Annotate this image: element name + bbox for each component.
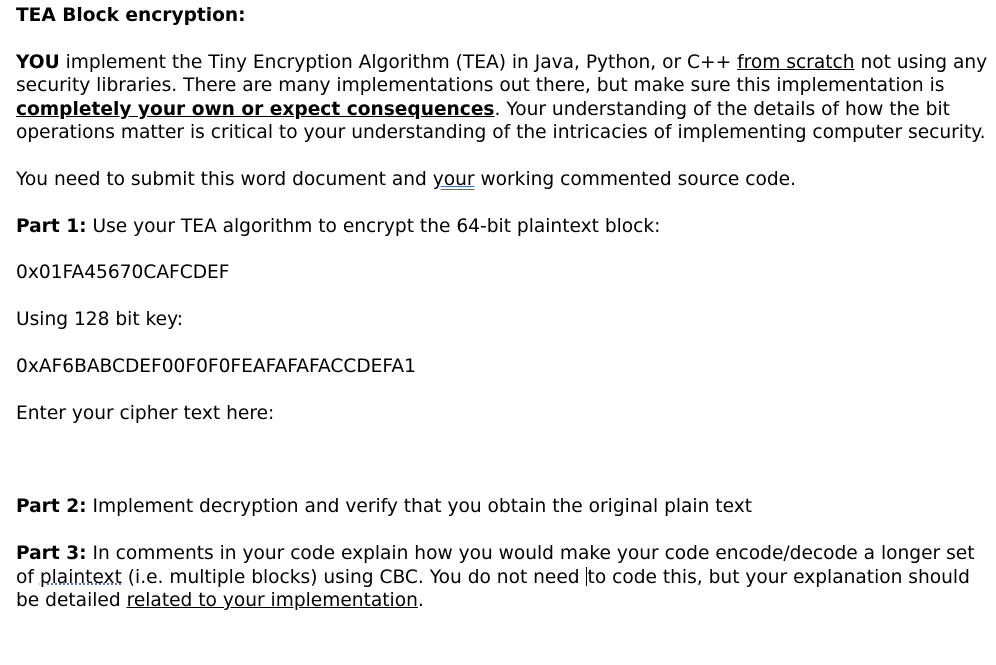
- part1-text: Use your TEA algorithm to encrypt the 64-bit plaintext block:: [86, 215, 661, 237]
- part1-paragraph: [16, 215, 996, 238]
- part1-label: Part 1:: [16, 215, 87, 237]
- key-label: Using 128 bit key:: [16, 309, 183, 331]
- intro-text-3: . Your understanding of the details of how the bit operations matter is critical to your understanding of the intricacies of implementing computer security.: [16, 98, 986, 144]
- part3-text-3: to code this, but your explanation should be detailed: [16, 566, 970, 611]
- part3-text-4: .: [417, 589, 424, 611]
- document-title: TEA Block encryption:: [16, 5, 246, 26]
- submit-text-2: working commented source code.: [474, 168, 797, 190]
- key-value: 0xAF6BABCDEF00F0F0FEAFAFAFACCDEFA1: [16, 356, 416, 377]
- plaintext-block: 0x01FA45670CAFCDEF: [16, 262, 230, 284]
- intro-paragraph: [16, 51, 996, 145]
- you-emphasis: YOU: [16, 51, 60, 73]
- related-implementation-underline: related to your implementation: [126, 589, 418, 611]
- part2-paragraph: [16, 495, 996, 518]
- part2-text: Implement decryption and verify that you obtain the original plain text: [86, 496, 752, 518]
- blank-line: [16, 472, 996, 495]
- part2-label: Part 2:: [16, 496, 87, 518]
- intro-text-1: implement the Tiny Encryption Algorithm (TEA) in Java, Python, or C++: [59, 51, 738, 73]
- submit-paragraph: [16, 168, 996, 191]
- from-scratch-underline: from scratch: [737, 51, 855, 73]
- part3-text-2: (i.e. multiple blocks) using CBC. You do not need: [121, 566, 586, 588]
- your-grammar-flag: your: [432, 168, 475, 190]
- submit-text-1: You need to submit this word document and: [16, 168, 433, 190]
- part3-label: Part 3:: [16, 543, 87, 565]
- cipher-prompt: Enter your cipher text here:: [16, 402, 275, 424]
- intro-text-2: not using any security libraries. There are many implementations out there, but make sure this implementation is: [16, 51, 988, 97]
- part3-paragraph: [16, 542, 996, 612]
- part3-text-1: In comments in your code explain how you would make your code encode/decode a longer set of: [16, 543, 975, 588]
- own-work-warning: completely your own or expect consequences: [16, 98, 495, 120]
- plaintext-spelling-flag: plaintext: [39, 566, 122, 588]
- text-cursor: [586, 567, 587, 586]
- cipher-entry-area[interactable]: [16, 449, 996, 472]
